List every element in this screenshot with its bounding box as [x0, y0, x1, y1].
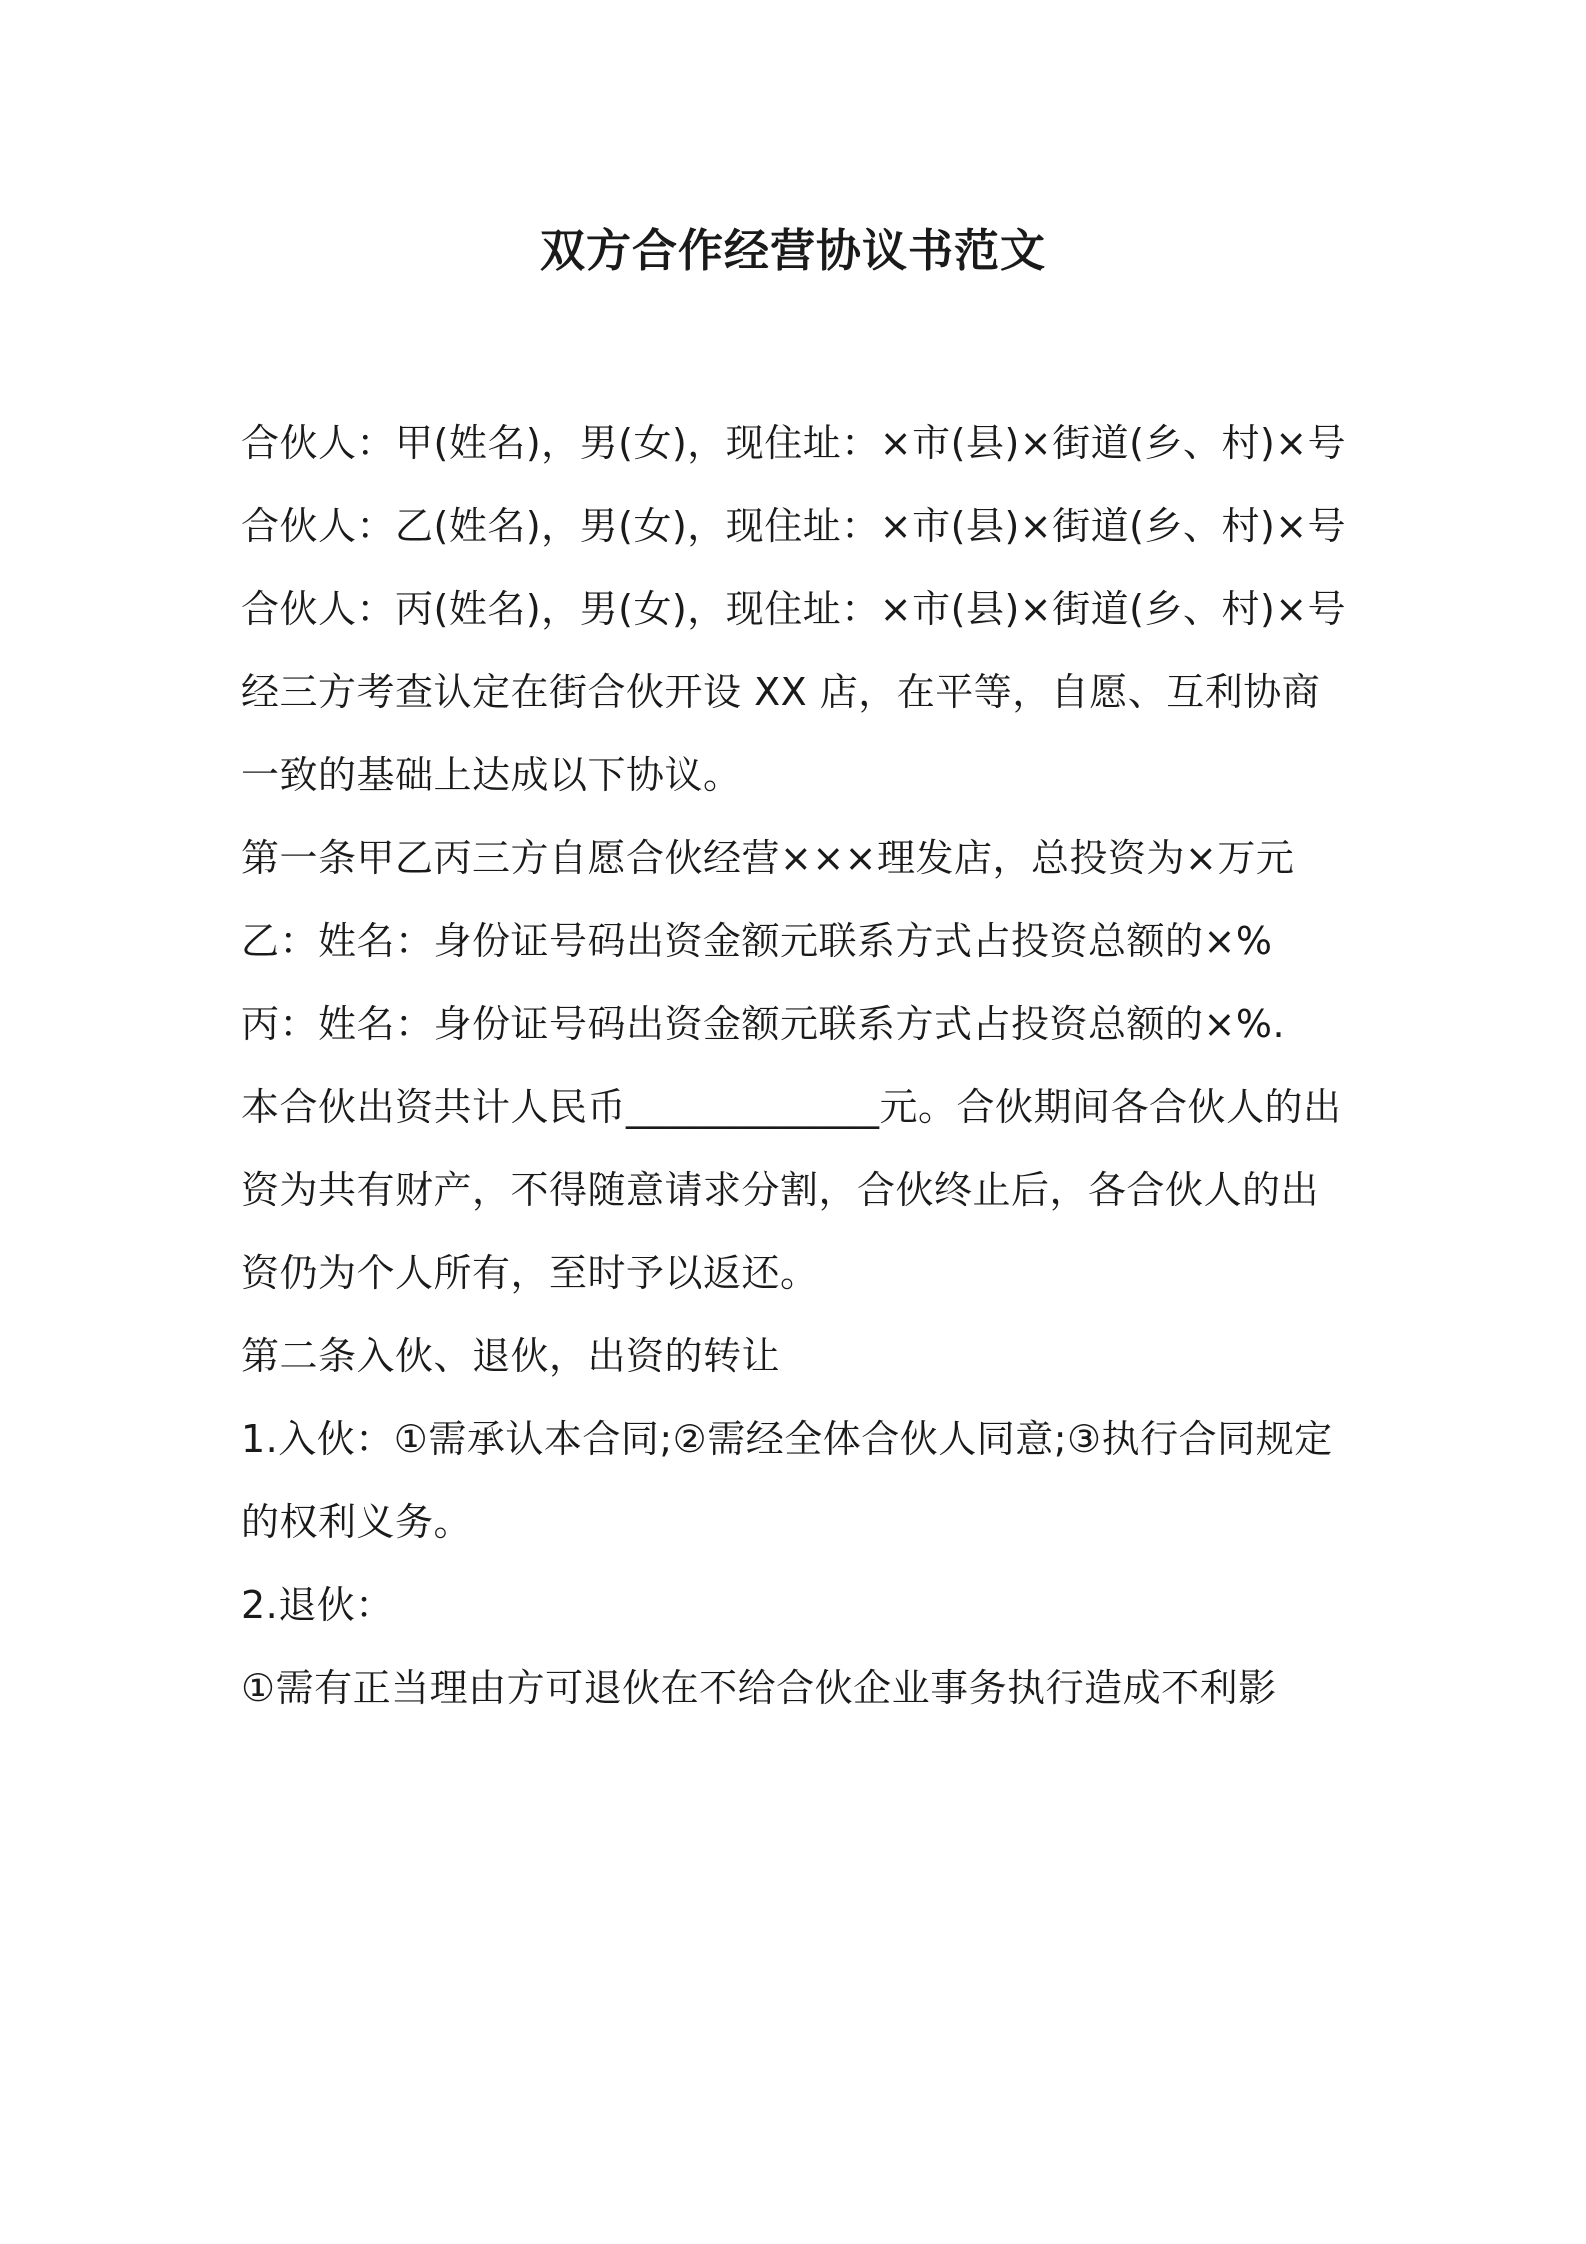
withdrawal-clause: ①需有正当理由方可退伙在不给合伙企业事务执行造成不利影: [241, 1666, 1277, 1710]
partner-b-investment: 乙：姓名：身份证号码出资金额元联系方式占投资总额的×%: [241, 919, 1273, 963]
withdrawal-heading: 2.退伙：: [241, 1583, 394, 1627]
document-body: [241, 402, 1351, 1730]
partner-b-line: 合伙人：乙(姓名)，男(女)，现住址：×市(县)×街道(乡、村)×号: [241, 504, 1347, 548]
joining-clause: 1.入伙：①需承认本合同;②需经全体合伙人同意;③执行合同规定的权利义务。: [241, 1417, 1333, 1544]
article-two-heading: 第二条入伙、退伙，出资的转让: [241, 1334, 781, 1378]
partner-c-investment: 丙：姓名：身份证号码出资金额元联系方式占投资总额的×%.: [241, 1002, 1286, 1046]
partner-a-line: 合伙人：甲(姓名)，男(女)，现住址：×市(县)×街道(乡、村)×号: [241, 421, 1347, 465]
document-title: 双方合作经营协议书范文: [539, 224, 1046, 277]
total-investment-clause: 本合伙出资共计人民币_____________元。合伙期间各合伙人的出资为共有财产，不得随意请求分割，合伙终止后，各合伙人的出资仍为个人所有，至时予以返还。: [241, 1085, 1342, 1295]
agreement-intro: 经三方考查认定在街合伙开设 XX 店，在平等，自愿、互利协商一致的基础上达成以下协议。: [241, 670, 1321, 797]
article-one: 第一条甲乙丙三方自愿合伙经营×××理发店，总投资为×万元: [241, 836, 1295, 880]
partner-c-line: 合伙人：丙(姓名)，男(女)，现住址：×市(县)×街道(乡、村)×号: [241, 587, 1347, 631]
